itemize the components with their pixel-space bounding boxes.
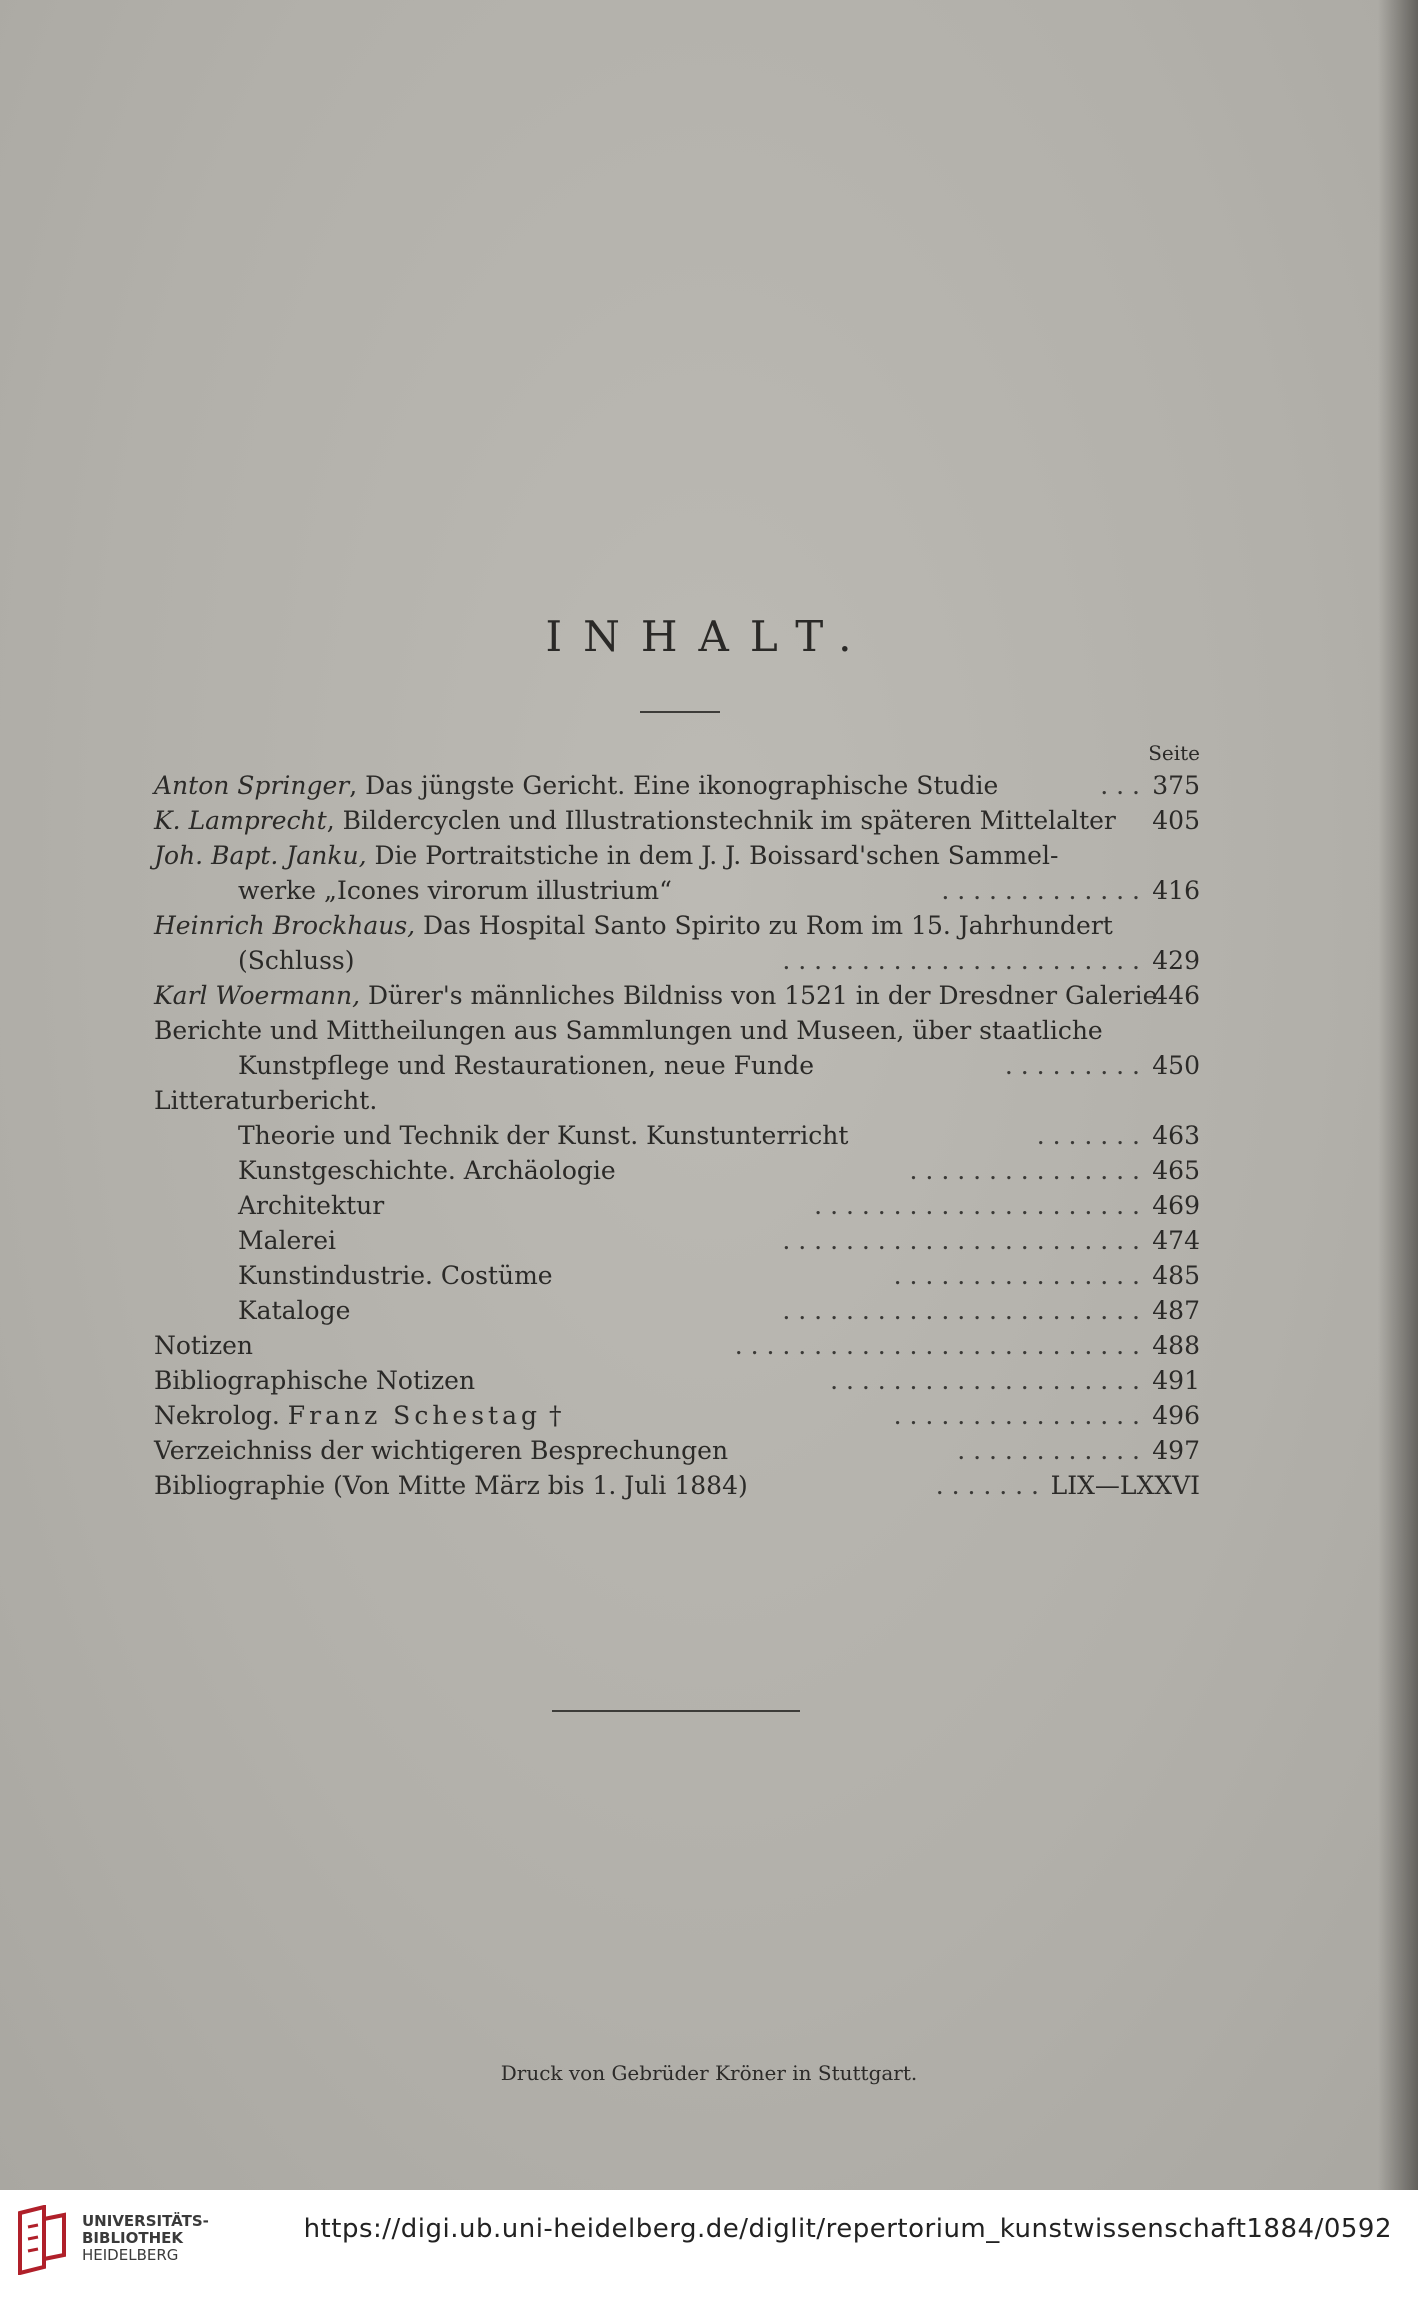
toc-entry-text — [154, 1433, 728, 1468]
toc-entry-text — [238, 873, 672, 908]
toc-entry-page: 491 — [1152, 1366, 1200, 1395]
toc-entry — [154, 1398, 1200, 1433]
toc-entry — [154, 908, 1200, 943]
toc-entry-leader: . . . . . . . . . . . . . . . . . . . . . . . — [782, 1296, 1140, 1325]
library-logo-icon — [14, 2205, 72, 2275]
toc-entry-text — [154, 1013, 1103, 1048]
toc-entry-title: Theorie und Technik der Kunst. Kunstunterricht — [238, 1121, 849, 1150]
toc-entry-text — [154, 1328, 253, 1363]
toc-entry-title: Kataloge — [238, 1296, 351, 1325]
toc-entry — [154, 943, 1200, 978]
title-divider — [640, 711, 720, 713]
toc-entry-title: Notizen — [154, 1331, 254, 1360]
toc-entry-title: Das Hospital Santo Spirito zu Rom im 15. Jahrhundert — [415, 911, 1113, 940]
toc-entry-leader: . . . . . . . . . . . . . . . . — [894, 1401, 1140, 1430]
toc-entry-text — [238, 1153, 616, 1188]
toc-entry — [154, 1188, 1200, 1223]
toc-entry-leader: . . . . . . . . . . . . — [957, 1436, 1140, 1465]
toc-entry-title: (Schluss) — [238, 946, 355, 975]
toc-entry — [154, 1118, 1200, 1153]
toc-entry-text — [154, 838, 1058, 873]
toc-entry — [154, 1048, 1200, 1083]
toc-entry-text — [238, 1048, 814, 1083]
toc-entry-author: Anton Springer — [154, 771, 350, 800]
toc-entry-leader: . . . . . . . . . . . . . . . . . . . . . . . — [782, 1226, 1140, 1255]
toc-entry-leader: . . . . . . . . . . . . . . . . . . . . — [830, 1366, 1140, 1395]
toc-entry-title: Berichte und Mittheilungen aus Sammlungen und Museen, über staatliche — [154, 1016, 1103, 1045]
toc-entry-page: 488 — [1152, 1331, 1200, 1360]
toc-entry-title: Verzeichniss der wichtigeren Besprechungen — [154, 1436, 729, 1465]
toc-entry-author: K. Lamprecht — [154, 806, 327, 835]
toc-entry-title: , Das jüngste Gericht. Eine ikonographische Studie — [349, 771, 999, 800]
library-name-line1: UNIVERSITÄTS- — [82, 2212, 209, 2230]
toc-entry-text — [154, 1363, 475, 1398]
toc-entry-leader: . . . . . . . . . . . . . — [941, 876, 1140, 905]
toc-entry-text — [154, 1398, 561, 1433]
toc-entry — [154, 1363, 1200, 1398]
toc-entry-page: 450 — [1152, 1051, 1200, 1080]
library-name — [82, 2213, 209, 2264]
library-name-line3: HEIDELBERG — [82, 2246, 179, 2264]
toc-entries — [154, 768, 1200, 1503]
toc-entry-text — [238, 1293, 350, 1328]
toc-entry — [154, 1083, 1200, 1118]
toc-entry-title: Kunstgeschichte. Archäologie — [238, 1156, 616, 1185]
toc-entry-text — [154, 978, 1157, 1013]
toc-entry-page: 474 — [1152, 1226, 1200, 1255]
toc-entry-text — [154, 908, 1113, 943]
toc-entry-title: Bibliographie (Von Mitte März bis 1. Juli 1884) — [154, 1471, 748, 1500]
toc-entry-page: 446 — [1152, 981, 1200, 1010]
toc-entry-page: 487 — [1152, 1296, 1200, 1325]
toc-entry-page: 375 — [1152, 771, 1200, 800]
toc-entry — [154, 1328, 1200, 1363]
toc-entry — [154, 1468, 1200, 1503]
toc-entry — [154, 873, 1200, 908]
toc-entry-text — [238, 1258, 553, 1293]
toc-entry-text — [154, 1083, 377, 1118]
toc-entry-title: Bibliographische Notizen — [154, 1366, 476, 1395]
toc-entry-text — [238, 943, 355, 978]
toc-entry-author: Joh. Bapt. Janku, — [154, 841, 367, 870]
toc-entry-page: 465 — [1152, 1156, 1200, 1185]
toc-entry — [154, 1293, 1200, 1328]
toc-entry — [154, 978, 1200, 1013]
closing-divider — [552, 1710, 800, 1712]
toc-entry-title: Dürer's männliches Bildniss von 1521 in der Dresdner Galerie — [360, 981, 1158, 1010]
toc-entry — [154, 803, 1200, 838]
toc-entry-page: 497 — [1152, 1436, 1200, 1465]
toc-entry-leader: . . . . . . . . . . . . . . . — [910, 1156, 1140, 1185]
source-url-link[interactable]: https://digi.ub.uni-heidelberg.de/diglit/repertorium_kunstwissenschaft1884/0592 — [303, 2214, 1392, 2244]
toc-entry-text — [238, 1118, 848, 1153]
toc-entry-page: 405 — [1152, 806, 1200, 835]
toc-entry-leader: . . . . . . . . . . . . . . . . . . . . . — [814, 1191, 1140, 1220]
toc-entry-text — [154, 803, 1116, 838]
toc-entry-page: 485 — [1152, 1261, 1200, 1290]
toc-entry-title: Die Portraitstiche in dem J. J. Boissard'schen Sammel- — [366, 841, 1059, 870]
toc-entry-title: Malerei — [238, 1226, 337, 1255]
toc-entry — [154, 838, 1200, 873]
toc-entry-title: , Bildercyclen und Illustrationstechnik im späteren Mittelalter — [326, 806, 1116, 835]
toc-entry-title: Kunstindustrie. Costüme — [238, 1261, 553, 1290]
toc-entry-title: Nekrolog. Franz Schestag † — [154, 1401, 562, 1430]
toc-entry-text — [238, 1188, 384, 1223]
table-of-contents — [154, 738, 1200, 1503]
page-column-label: Seite — [1148, 741, 1200, 765]
printer-imprint: Druck von Gebrüder Kröner in Stuttgart. — [500, 2061, 918, 2085]
toc-entry-leader: . . . . . . . . . . . . . . . . . . . . . . . — [782, 946, 1140, 975]
toc-entry-title: Litteraturbericht. — [154, 1086, 378, 1115]
toc-entry-author: Heinrich Brockhaus, — [154, 911, 416, 940]
page-title: INHALT. — [545, 612, 873, 661]
toc-entry — [154, 1223, 1200, 1258]
toc-entry-page: 463 — [1152, 1121, 1200, 1150]
toc-entry-page: 469 — [1152, 1191, 1200, 1220]
toc-entry — [154, 1433, 1200, 1468]
toc-entry-title: Kunstpflege und Restaurationen, neue Funde — [238, 1051, 815, 1080]
toc-entry-page: LIX—LXXVI — [1050, 1471, 1200, 1500]
toc-entry — [154, 1153, 1200, 1188]
toc-entry-leader: . . . . . . . — [1037, 1121, 1140, 1150]
toc-entry-title: Architektur — [238, 1191, 385, 1220]
page-spine-shadow — [1378, 0, 1418, 2190]
toc-entry-leader: . . . . . . . . . — [1005, 1051, 1140, 1080]
toc-entry-leader: . . . — [1100, 771, 1140, 800]
toc-entry-page: 416 — [1152, 876, 1200, 905]
toc-entry-author: Karl Woermann, — [154, 981, 361, 1010]
toc-entry — [154, 1258, 1200, 1293]
toc-entry-text — [154, 1468, 748, 1503]
toc-entry-page: 429 — [1152, 946, 1200, 975]
library-name-line2: BIBLIOTHEK — [82, 2229, 183, 2247]
toc-entry — [154, 768, 1200, 803]
toc-entry — [154, 1013, 1200, 1048]
toc-entry-text — [238, 1223, 336, 1258]
toc-entry-title: werke „Icones virorum illustrium“ — [238, 876, 672, 905]
toc-entry-leader: . . . . . . . . . . . . . . . . — [894, 1261, 1140, 1290]
toc-entry-leader: . . . . . . . . . . . . . . . . . . . . . . . . . . — [735, 1331, 1140, 1360]
toc-entry-text — [154, 768, 998, 803]
toc-entry-page: 496 — [1152, 1401, 1200, 1430]
toc-entry-leader: . . . . . . . — [936, 1471, 1039, 1500]
